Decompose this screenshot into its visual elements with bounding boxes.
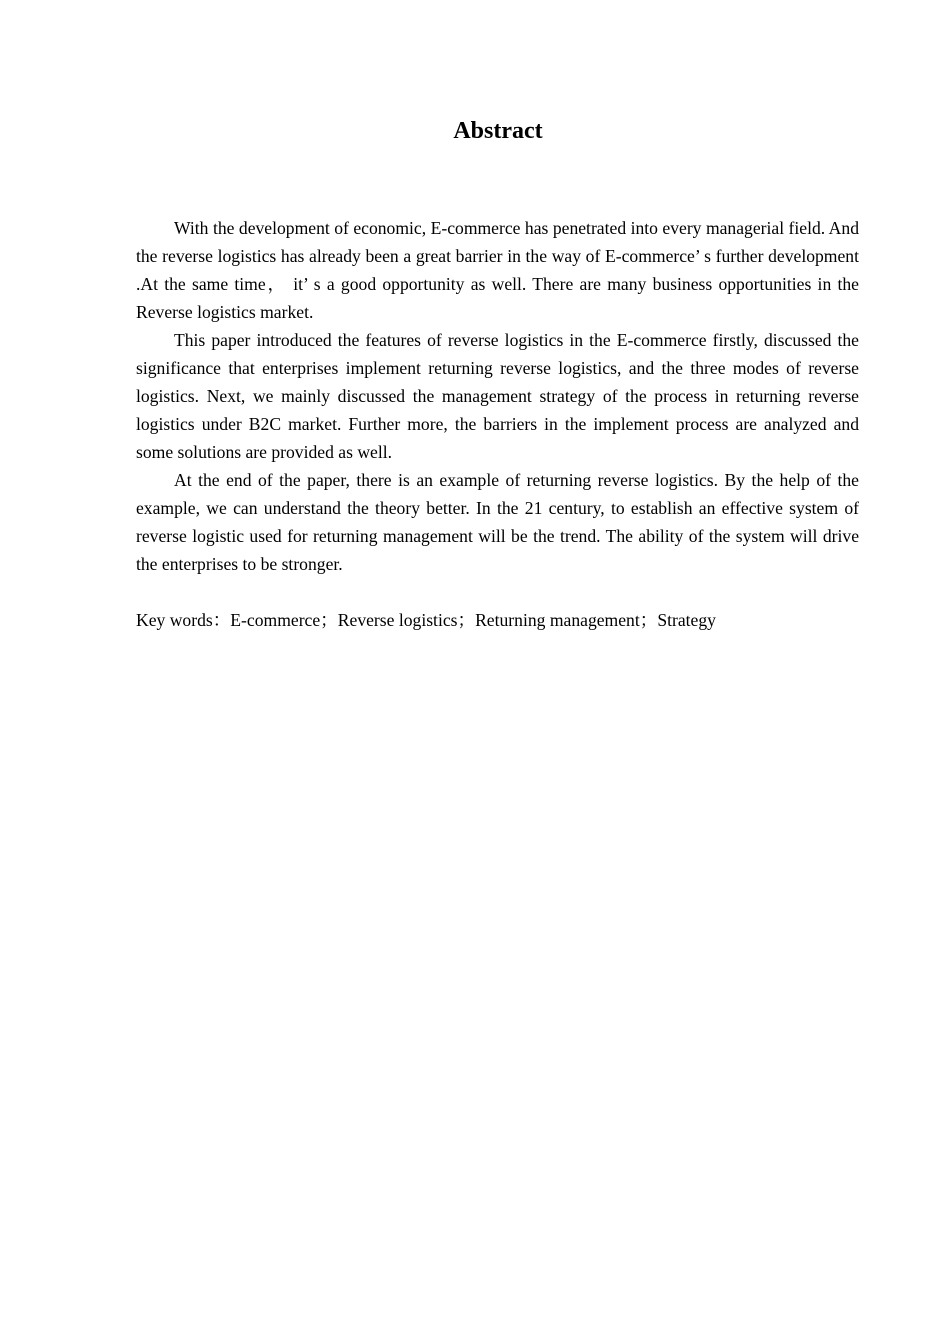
abstract-title: Abstract <box>453 118 543 144</box>
abstract-paragraph-3: At the end of the paper, there is an example of returning reverse logistics. By the help of the example, we can understand the theory better. In the 21 century, to establish an effective system of reverse logistic used for returning management will be the trend. The ability of the system will drive the enterprises to be stronger. <box>136 470 859 574</box>
keywords-line: Key words：E-commerce；Reverse logistics；Returning management；Strategy <box>136 610 716 630</box>
abstract-paragraph-2: This paper introduced the features of reverse logistics in the E-commerce firstly, discussed the significance that enterprises implement returning reverse logistics, and the three modes of reverse logistics. Next, we mainly discussed the management strategy of the process in returning reverse logistics under B2C market. Further more, the barriers in the implement process are analyzed and some solutions are provided as well. <box>136 330 859 462</box>
abstract-paragraph-1: With the development of economic, E-commerce has penetrated into every managerial field. And the reverse logistics has already been a great barrier in the way of E-commerce’ s further development .At the same time， it’ s a good opportunity as well. There are many business opportunities in the Reverse logistics market. <box>136 218 859 322</box>
abstract-body <box>136 214 859 634</box>
